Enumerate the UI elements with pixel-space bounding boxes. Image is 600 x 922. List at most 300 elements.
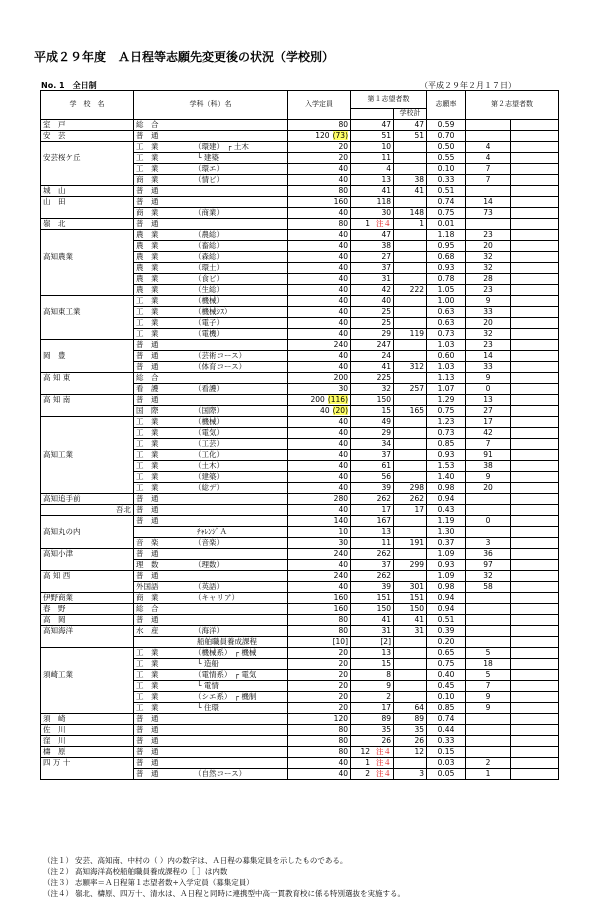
- first-choice-value: 13: [381, 174, 391, 184]
- school-name: 佐 川: [43, 724, 66, 734]
- capacity-cell: [288, 768, 351, 779]
- school-name-cell: [41, 658, 134, 669]
- second-choice-cell: [466, 548, 511, 559]
- footnote: [43, 855, 405, 866]
- ratio-cell: [427, 570, 466, 581]
- second-choice-cell: [466, 229, 511, 240]
- school-total-cell: [394, 735, 427, 746]
- school-name-cell: [41, 141, 134, 152]
- capacity-value: 40: [338, 438, 348, 448]
- department-cell: [134, 713, 288, 724]
- second-choice-cell: [466, 185, 511, 196]
- capacity-cell: [288, 196, 351, 207]
- extra-cell: [511, 317, 559, 328]
- extra-cell: [511, 394, 559, 405]
- specialty-name: （商業）: [194, 207, 224, 217]
- capacity-cell: [288, 570, 351, 581]
- school-name-cell: [41, 229, 134, 240]
- extra-cell: [511, 240, 559, 251]
- capacity-value: 20: [338, 152, 348, 162]
- school-name: 高 知 南: [43, 395, 71, 404]
- table-row: [41, 592, 559, 603]
- capacity-value: 10: [338, 526, 348, 536]
- second-choice-value: 1: [485, 768, 491, 778]
- capacity-cell: [288, 141, 351, 152]
- second-choice-cell: [466, 394, 511, 405]
- ratio-value: 0.65: [437, 647, 455, 657]
- extra-cell: [511, 724, 559, 735]
- capacity-cell: [288, 229, 351, 240]
- table-row: [41, 372, 559, 383]
- capacity-value: 200: [333, 372, 348, 382]
- school-total-cell: [394, 647, 427, 658]
- department-cell: [134, 130, 288, 141]
- department-cell: [134, 328, 288, 339]
- department-cell: [134, 218, 288, 229]
- capacity-value: 40: [338, 581, 348, 591]
- capacity-cell: [288, 471, 351, 482]
- course-name: 工 業: [136, 647, 159, 657]
- first-choice-value: 13: [381, 526, 391, 536]
- first-choice-cell: [351, 339, 394, 350]
- school-total-cell: [394, 361, 427, 372]
- capacity-value: 40: [338, 416, 348, 426]
- second-choice-value: 7: [485, 680, 491, 690]
- capacity-cell: [288, 636, 351, 647]
- note-marker: 注４: [376, 757, 391, 767]
- second-choice-value: 7: [485, 438, 491, 448]
- table-row: [41, 218, 559, 229]
- department-cell: [134, 438, 288, 449]
- table-row: [41, 603, 559, 614]
- extra-cell: [511, 119, 559, 130]
- department-cell: [134, 768, 288, 779]
- ratio-cell: [427, 438, 466, 449]
- first-choice-cell: [351, 724, 394, 735]
- table-row: [41, 174, 559, 185]
- specialty-name: （英語）: [194, 581, 224, 591]
- capacity-cell: [288, 449, 351, 460]
- school-name-cell: [41, 460, 134, 471]
- extra-cell: [511, 174, 559, 185]
- capacity-cell: [288, 295, 351, 306]
- table-row: [41, 339, 559, 350]
- capacity-value: 40: [338, 471, 348, 481]
- specialty-name: （電子）: [194, 317, 224, 327]
- extra-cell: [511, 526, 559, 537]
- ratio-value: 1.00: [437, 295, 455, 305]
- first-choice-value: 150: [376, 603, 391, 613]
- course-name: 工 業: [136, 141, 159, 151]
- course-name: 商 業: [136, 592, 159, 602]
- capacity-value: 40: [338, 229, 348, 239]
- table-row: [41, 163, 559, 174]
- extra-cell: [511, 372, 559, 383]
- extra-cell: [511, 405, 559, 416]
- school-total-cell: [394, 372, 427, 383]
- ratio-cell: [427, 163, 466, 174]
- extra-cell: [511, 185, 559, 196]
- school-total-cell: [394, 427, 427, 438]
- subcourse-name: ┌ 機械: [234, 647, 257, 657]
- school-name-cell: [41, 559, 134, 570]
- extra-cell: [511, 515, 559, 526]
- second-choice-value: 73: [483, 207, 493, 217]
- first-choice-cell: [351, 284, 394, 295]
- specialty-name: （総デ）: [194, 482, 224, 492]
- first-choice-value: 37: [381, 262, 391, 272]
- school-name-cell: [41, 350, 134, 361]
- first-choice-cell: [351, 658, 394, 669]
- ratio-value: 0.93: [437, 262, 455, 272]
- extra-cell: [511, 218, 559, 229]
- school-name: 室 戸: [43, 119, 66, 129]
- first-choice-cell: [351, 581, 394, 592]
- second-choice-value: 0: [485, 383, 491, 393]
- capacity-value: 20: [338, 691, 348, 701]
- second-choice-cell: [466, 724, 511, 735]
- ratio-cell: [427, 658, 466, 669]
- school-name-cell: [41, 592, 134, 603]
- ratio-cell: [427, 262, 466, 273]
- capacity-cell: [288, 548, 351, 559]
- ratio-cell: [427, 515, 466, 526]
- second-choice-value: 97: [483, 559, 493, 569]
- ratio-value: 1.40: [437, 471, 455, 481]
- second-choice-value: 4: [485, 141, 491, 151]
- school-name-cell: [41, 163, 134, 174]
- capacity-value: 240: [333, 548, 348, 558]
- school-total-value: 299: [409, 559, 424, 569]
- department-cell: [134, 691, 288, 702]
- capacity-value: 40: [338, 240, 348, 250]
- ratio-cell: [427, 196, 466, 207]
- course-name: 水 産: [136, 625, 159, 635]
- capacity-value: 40: [338, 328, 348, 338]
- capacity-cell: [288, 339, 351, 350]
- specialty-name: （機械ｼｽ）: [194, 306, 232, 316]
- school-total-cell: [394, 746, 427, 757]
- course-name: 工 業: [136, 416, 159, 426]
- course-name: 工 業: [136, 482, 159, 492]
- footnote: [43, 877, 405, 888]
- capacity-value: 20: [338, 141, 348, 151]
- second-choice-value: 3: [485, 537, 491, 547]
- first-choice-cell: [351, 405, 394, 416]
- specialty-name: （機械）: [194, 416, 224, 426]
- first-choice-cell: [351, 449, 394, 460]
- course-name: 普 通: [136, 515, 159, 525]
- capacity-cell: [288, 284, 351, 295]
- capacity-cell: [288, 130, 351, 141]
- course-name: 普 通: [136, 768, 159, 778]
- school-name: 春 野: [43, 603, 66, 613]
- ratio-cell: [427, 416, 466, 427]
- ratio-value: 0.85: [437, 702, 455, 712]
- table-row: [41, 493, 559, 504]
- capacity-value: 40: [338, 251, 348, 261]
- ratio-value: 0.33: [437, 174, 455, 184]
- second-choice-value: 2: [485, 757, 491, 767]
- first-choice-cell: [351, 295, 394, 306]
- school-total-cell: [394, 130, 427, 141]
- ratio-value: 0.10: [437, 691, 455, 701]
- course-name: 普 通: [136, 504, 159, 514]
- first-choice-value: 41: [381, 361, 391, 371]
- table-row: [41, 647, 559, 658]
- second-choice-cell: [466, 416, 511, 427]
- second-choice-cell: [466, 328, 511, 339]
- specialty-name: （体育コース）: [194, 361, 247, 371]
- second-choice-value: 18: [483, 658, 493, 668]
- table-row: [41, 757, 559, 768]
- specialty-name: （食ビ）: [194, 273, 224, 283]
- first-choice-value: 262: [376, 493, 391, 503]
- school-total-value: 262: [409, 493, 424, 503]
- course-name: 商 業: [136, 174, 159, 184]
- department-cell: [134, 284, 288, 295]
- capacity-cell: [288, 119, 351, 130]
- extra-cell: [511, 438, 559, 449]
- table-row: [41, 317, 559, 328]
- second-choice-cell: [466, 581, 511, 592]
- second-choice-value: 32: [483, 262, 493, 272]
- table-row: [41, 262, 559, 273]
- capacity-cell: [288, 702, 351, 713]
- second-choice-cell: [466, 262, 511, 273]
- school-name-cell: [41, 526, 134, 537]
- extra-cell: [511, 658, 559, 669]
- capacity-value: 40: [320, 405, 330, 415]
- second-choice-cell: [466, 636, 511, 647]
- school-name-cell: [41, 449, 134, 460]
- extra-cell: [511, 284, 559, 295]
- ratio-value: 1.09: [437, 570, 455, 580]
- ratio-cell: [427, 702, 466, 713]
- table-row: [41, 119, 559, 130]
- school-name-cell: [41, 130, 134, 141]
- school-name: 高知小津: [43, 549, 73, 558]
- ratio-value: 0.98: [437, 482, 455, 492]
- subcourse-name: └ 電情: [197, 680, 219, 690]
- school-total-value: 298: [409, 482, 424, 492]
- second-choice-value: 20: [483, 240, 493, 250]
- school-name-cell: [41, 295, 134, 306]
- second-choice-value: 4: [485, 152, 491, 162]
- second-choice-cell: [466, 449, 511, 460]
- school-name: 城 山: [43, 185, 66, 195]
- capacity-cell: [288, 416, 351, 427]
- ratio-cell: [427, 713, 466, 724]
- capacity-cell: [288, 405, 351, 416]
- ratio-value: 0.50: [437, 141, 455, 151]
- extra-cell: [511, 482, 559, 493]
- school-total-value: 17: [414, 504, 424, 514]
- second-choice-cell: [466, 515, 511, 526]
- second-choice-value: 9: [485, 691, 491, 701]
- first-choice-value: 151: [376, 592, 391, 602]
- school-total-cell: [394, 339, 427, 350]
- second-choice-cell: [466, 493, 511, 504]
- ratio-value: 0.78: [437, 273, 455, 283]
- second-choice-value: 36: [483, 548, 493, 558]
- school-total-cell: [394, 207, 427, 218]
- specialty-name: （環エ）: [194, 163, 224, 173]
- date-label: （平成２９年２月１７日）: [420, 81, 516, 90]
- ratio-cell: [427, 317, 466, 328]
- course-name: 普 通: [136, 724, 159, 734]
- department-cell: [134, 526, 288, 537]
- course-name: 農 業: [136, 251, 159, 261]
- course-name: 普 通: [136, 757, 159, 767]
- second-choice-cell: [466, 504, 511, 515]
- ratio-value: 0.03: [437, 757, 455, 767]
- capacity-value: 40: [338, 284, 348, 294]
- ratio-cell: [427, 669, 466, 680]
- ratio-value: 1.18: [437, 229, 455, 239]
- capacity-cell: [288, 713, 351, 724]
- department-cell: [134, 163, 288, 174]
- first-choice-value: 225: [376, 372, 391, 382]
- ratio-cell: [427, 636, 466, 647]
- capacity-cell: [288, 680, 351, 691]
- first-choice-cell: [351, 251, 394, 262]
- first-choice-cell: [351, 592, 394, 603]
- capacity-value: 40: [338, 174, 348, 184]
- school-name-cell: [41, 482, 134, 493]
- department-cell: [134, 658, 288, 669]
- first-choice-value: 25: [381, 317, 391, 327]
- department-cell: [134, 273, 288, 284]
- ratio-value: 0.95: [437, 240, 455, 250]
- table-body: [41, 119, 559, 779]
- school-name: 須崎工業: [43, 669, 73, 679]
- second-choice-cell: [466, 647, 511, 658]
- school-name-cell: [41, 240, 134, 251]
- extra-cell: [511, 141, 559, 152]
- second-choice-cell: [466, 295, 511, 306]
- first-choice-cell: [351, 471, 394, 482]
- school-name-cell: [41, 768, 134, 779]
- department-cell: [134, 383, 288, 394]
- extra-cell: [511, 757, 559, 768]
- school-total-cell: [394, 218, 427, 229]
- second-choice-cell: [466, 306, 511, 317]
- table-row: [41, 328, 559, 339]
- ratio-value: 0.63: [437, 317, 455, 327]
- school-name-cell: [41, 581, 134, 592]
- footnote-text: 安芸、高知南、中村の（ ）内の数字は、Ａ日程の募集定員を示したものである。: [75, 856, 348, 865]
- first-choice-cell: [351, 713, 394, 724]
- table-row: [41, 449, 559, 460]
- ratio-cell: [427, 218, 466, 229]
- extra-cell: [511, 691, 559, 702]
- note-marker: 注４: [376, 768, 391, 778]
- capacity-value: 40: [338, 207, 348, 217]
- first-choice-value: 15: [381, 405, 391, 415]
- ratio-value: 0.85: [437, 438, 455, 448]
- second-choice-cell: [466, 405, 511, 416]
- school-name-cell: [41, 383, 134, 394]
- second-choice-value: 14: [483, 350, 493, 360]
- table-row: [41, 350, 559, 361]
- ratio-cell: [427, 724, 466, 735]
- capacity-cell: [288, 350, 351, 361]
- school-total-cell: [394, 141, 427, 152]
- table-row: [41, 405, 559, 416]
- footnote-text: 嶺北、檮原、四万十、清水は、Ａ日程と同時に連携型中高一貫教育校に係る特別選抜を実施する。: [75, 889, 405, 898]
- extra-cell: [511, 702, 559, 713]
- table-row: [41, 570, 559, 581]
- course-name: 普 通: [136, 350, 159, 360]
- capacity-value: 40: [338, 350, 348, 360]
- department-cell: [134, 515, 288, 526]
- capacity-value: [10]: [332, 636, 348, 646]
- header-capacity: 入学定員: [288, 91, 351, 120]
- school-name: 嶺 北: [43, 218, 66, 228]
- department-cell: [134, 581, 288, 592]
- first-choice-cell: [351, 636, 394, 647]
- ratio-cell: [427, 559, 466, 570]
- school-total-value: 150: [409, 603, 424, 613]
- school-total-cell: [394, 163, 427, 174]
- ratio-value: 0.43: [437, 504, 455, 514]
- second-choice-value: 42: [483, 427, 493, 437]
- first-choice-cell: [351, 548, 394, 559]
- first-choice-cell: [351, 625, 394, 636]
- capacity-value: 40: [338, 482, 348, 492]
- capacity-cell: [288, 361, 351, 372]
- first-choice-value: 15: [381, 658, 391, 668]
- first-choice-cell: [351, 735, 394, 746]
- second-choice-cell: [466, 614, 511, 625]
- school-total-cell: [394, 284, 427, 295]
- school-total-value: 64: [414, 702, 424, 712]
- school-total-cell: [394, 262, 427, 273]
- school-name: 岡 豊: [43, 350, 66, 360]
- table-row: [41, 207, 559, 218]
- second-choice-cell: [466, 768, 511, 779]
- table-row: [41, 482, 559, 493]
- capacity-value: 40: [338, 559, 348, 569]
- capacity-value: 40: [338, 306, 348, 316]
- ratio-cell: [427, 482, 466, 493]
- second-choice-value: 23: [483, 229, 493, 239]
- table-row: [41, 240, 559, 251]
- capacity-cell: [288, 394, 351, 405]
- first-choice-value: 150: [376, 394, 391, 404]
- specialty-name: （自然コース）: [194, 768, 247, 778]
- school-name-cell: [41, 119, 134, 130]
- ratio-cell: [427, 207, 466, 218]
- capacity-value: 30: [338, 383, 348, 393]
- second-choice-cell: [466, 482, 511, 493]
- first-choice-value: 29: [381, 427, 391, 437]
- school-total-cell: [394, 350, 427, 361]
- ratio-cell: [427, 757, 466, 768]
- second-choice-value: 38: [483, 460, 493, 470]
- second-choice-cell: [466, 438, 511, 449]
- school-name-cell: [41, 218, 134, 229]
- second-choice-cell: [466, 284, 511, 295]
- first-choice-cell: [351, 306, 394, 317]
- second-choice-cell: [466, 152, 511, 163]
- department-cell: [134, 372, 288, 383]
- first-choice-value: 61: [381, 460, 391, 470]
- school-name-cell: [41, 262, 134, 273]
- school-total-cell: [394, 625, 427, 636]
- capacity-value: 20: [338, 669, 348, 679]
